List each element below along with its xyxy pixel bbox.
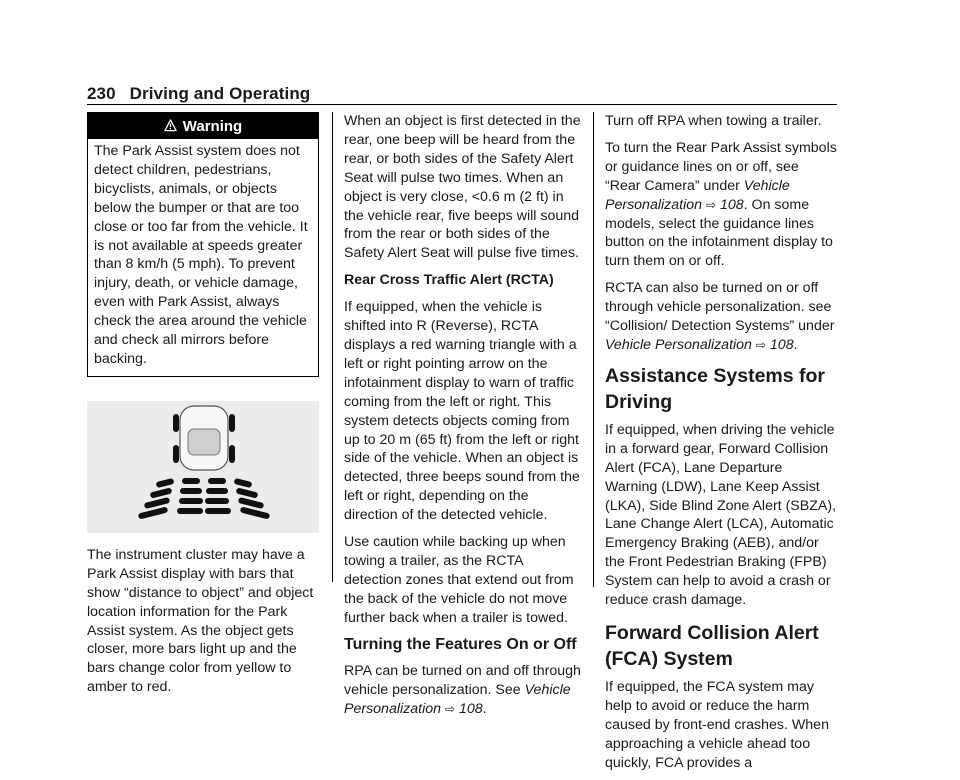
body-paragraph: If equipped, when the vehicle is shifted into R (Reverse), RCTA displays a red warning triangle with a left or right pointing arrow on the infotainment display to warn of traffic coming from the left or right. This system detects objects coming from up to 20 m (65 ft) from the left or right side of the vehicle. When an object is detected, three beeps sound from the left or right, depending on the direction of the detected vehicle. (344, 299, 580, 524)
column-divider (593, 112, 594, 587)
warning-text: The Park Assist system does not detect children, pedestrians, bicyclists, animals, or objects below the bumper or that are too close or too far from the vehicle. It is not available at speeds greater than 8 km/h (5 mph). To prevent injury, death, or vehicle damage, even with Park Assist, always check the area around the vehicle and check all mirrors before backing. (94, 143, 308, 367)
text-run: To turn the Rear Park Assist symbols or guidance lines on or off, see “Rear Camera” under (605, 139, 837, 194)
ref-page: 108 (719, 196, 744, 213)
running-header (87, 84, 310, 104)
warning-heading: Warning (182, 118, 243, 135)
text-run: RPA can be turned on and off through vehicle personalization. See (344, 663, 581, 699)
column-3 (605, 112, 837, 780)
body-paragraph: If equipped, the FCA system may help to avoid or reduce the harm caused by front-end crashes. When approaching a vehicle ahead too quickly, FCA provides a (605, 678, 829, 771)
text-run: . (482, 701, 487, 718)
column-2 (344, 112, 582, 727)
header-rule (87, 104, 837, 105)
ref-page: 108 (458, 701, 483, 718)
warning-header (88, 113, 318, 139)
body-paragraph: If equipped, when driving the vehicle in a forward gear, Forward Collision Alert (FCA), Lane Departure Warning (LDW), Lane Keep Assist (LKA), Side Blind Zone Alert (SBZA), Lane Change Alert (LCA), Automatic Emergency Braking (AEB), and/or the Front Pedestrian Braking (FPB) System can help to avoid a crash or reduce crash damage. (605, 421, 837, 609)
text-run: RCTA can also be turned on or off through vehicle personalization. see “Collision/ Detection Systems” under (605, 280, 835, 335)
page-ref-arrow-icon: ⇨ (755, 337, 766, 352)
ref-title: Vehicle Personalization (605, 336, 752, 353)
text-run: . On some models, select the guidance lines button on the infotainment display to turn them on or off. (605, 196, 833, 270)
body-paragraph: Use caution while backing up when towing a trailer, as the RCTA detection zones that extend out from the back of the vehicle do not move further back when a trailer is towed. (344, 534, 574, 626)
body-paragraph: When an object is first detected in the rear, one beep will be heard from the rear, or both sides of the Safety Alert Seat will pulse two times. When an object is very close, <0.6 m (2 ft) in the vehicle rear, five beeps will sound from the rear or both sides of the Safety Alert Seat will pulse five times. (344, 113, 581, 262)
body-paragraph: Turn off RPA when towing a trailer. (605, 113, 822, 129)
park-assist-diagram (87, 401, 319, 533)
body-paragraph (605, 279, 837, 355)
body-paragraph: The instrument cluster may have a Park Assist display with bars that show “distance to object” and object location information for the Park Assist system. As the object gets closer, more bars light up and the bars change color from yellow to amber to red. (87, 546, 314, 696)
body-paragraph (605, 139, 837, 271)
body-paragraph (344, 662, 582, 719)
page-number: 230 (87, 84, 116, 103)
ref-title: Vehicle Personalization (605, 177, 790, 213)
text-run: . (793, 336, 798, 353)
page-ref-arrow-icon: ⇨ (705, 197, 717, 212)
column-1 (87, 112, 319, 705)
ref-title: Vehicle Personalization (344, 682, 571, 718)
warning-box (87, 112, 319, 377)
column-divider (332, 112, 333, 582)
subheading-rcta: Rear Cross Traffic Alert (RCTA) (344, 272, 554, 289)
park-assist-illustration (87, 401, 319, 533)
ref-page: 108 (769, 336, 794, 353)
section-title: Driving and Operating (129, 84, 311, 103)
warning-triangle-icon (164, 113, 177, 139)
heading-assistance-systems: Assistance Systems for Driving (605, 364, 826, 413)
heading-turning-features: Turning the Features On or Off (344, 635, 577, 653)
cross-reference-link[interactable] (605, 337, 794, 353)
page-ref-arrow-icon: ⇨ (444, 702, 456, 717)
heading-fca-system: Forward Collision Alert (FCA) System (605, 621, 819, 670)
